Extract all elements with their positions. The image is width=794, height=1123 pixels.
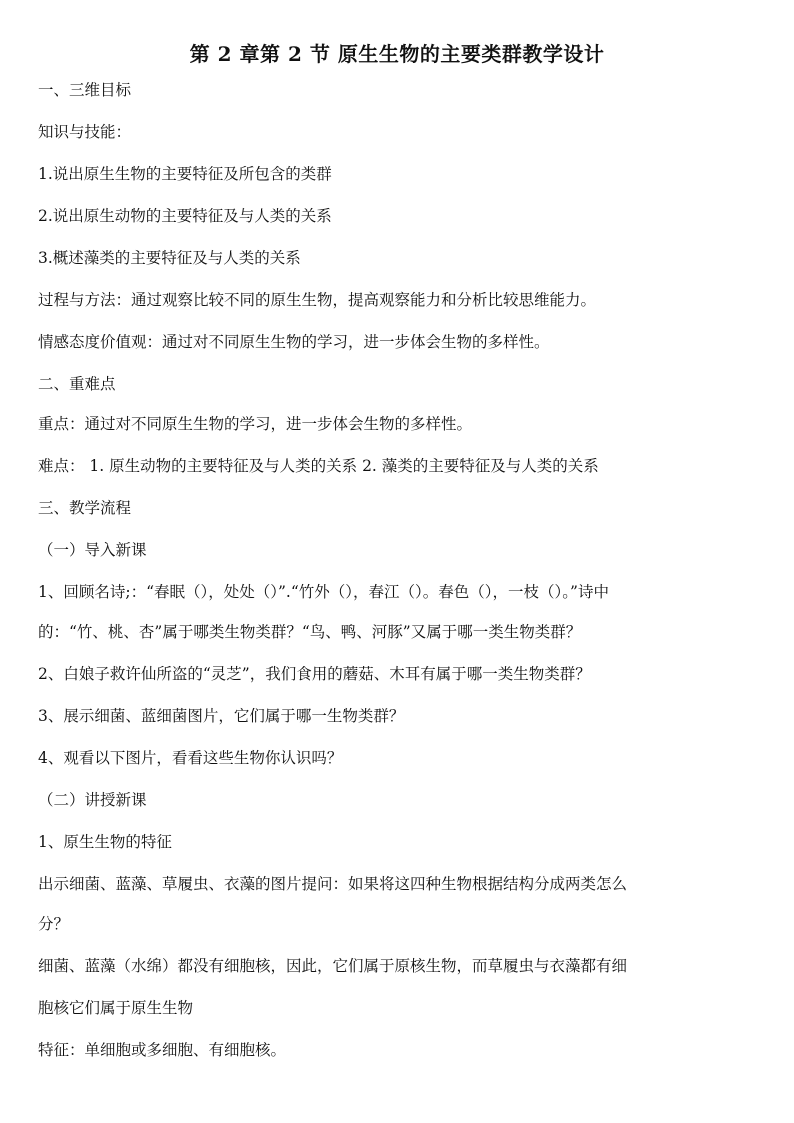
document-title: 第 2 章第 2 节 原生生物的主要类群教学设计 bbox=[189, 42, 605, 66]
intro-item-1-line-2: 的：“竹、桃、杏”属于哪类生物类群？“鸟、鸭、河豚”又属于哪一类生物类群？ bbox=[38, 623, 582, 641]
objective-item-3: 3.概述藻类的主要特征及与人类的关系 bbox=[38, 249, 301, 267]
lesson-answer-line-2: 胞核它们属于原生生物 bbox=[38, 999, 194, 1017]
lesson-question-line-1: 出示细菌、蓝藻、草履虫、衣藻的图片提问：如果将这四种生物根据结构分成两类怎么 bbox=[38, 875, 628, 893]
section-heading-key-points: 二、重难点 bbox=[38, 375, 116, 393]
attitude-values-text: 情感态度价值观：通过对不同原生生物的学习，进一步体会生物的多样性。 bbox=[38, 333, 550, 351]
key-point-text: 重点：通过对不同原生生物的学习，进一步体会生物的多样性。 bbox=[38, 415, 473, 433]
process-methods-text: 过程与方法：通过观察比较不同的原生生物，提高观察能力和分析比较思维能力。 bbox=[38, 291, 597, 309]
subheading-knowledge-skills: 知识与技能： bbox=[38, 123, 132, 141]
lesson-question-line-2: 分？ bbox=[38, 915, 70, 933]
section-heading-objectives: 一、三维目标 bbox=[38, 81, 132, 99]
lesson-answer-line-1: 细菌、蓝藻（水绵）都没有细胞核，因此，它们属于原核生物，而草履虫与衣藻都有细 bbox=[38, 957, 628, 975]
lesson-heading-protist-features: 1、原生生物的特征 bbox=[38, 833, 172, 851]
subheading-new-lesson: （二）讲授新课 bbox=[38, 791, 147, 809]
subheading-introduction: （一）导入新课 bbox=[38, 541, 147, 559]
intro-item-1-line-1: 1、回顾名诗;：“春眠（），处处（）”.“竹外（），春江（）。春色（），一枝（）。”诗中 bbox=[38, 583, 609, 601]
intro-item-4: 4、观看以下图片，看看这些生物你认识吗？ bbox=[38, 749, 343, 767]
protist-features-text: 特征：单细胞或多细胞、有细胞核。 bbox=[38, 1041, 287, 1059]
objective-item-2: 2.说出原生动物的主要特征及与人类的关系 bbox=[38, 207, 332, 225]
difficult-point-text: 难点： 1. 原生动物的主要特征及与人类的关系 2. 藻类的主要特征及与人类的关系 bbox=[38, 457, 599, 475]
intro-item-2: 2、白娘子救许仙所盗的“灵芝”，我们食用的蘑菇、木耳有属于哪一类生物类群？ bbox=[38, 665, 591, 683]
intro-item-3: 3、展示细菌、蓝细菌图片，它们属于哪一生物类群？ bbox=[38, 707, 405, 725]
section-heading-teaching-process: 三、教学流程 bbox=[38, 499, 132, 517]
objective-item-1: 1.说出原生生物的主要特征及所包含的类群 bbox=[38, 165, 332, 183]
